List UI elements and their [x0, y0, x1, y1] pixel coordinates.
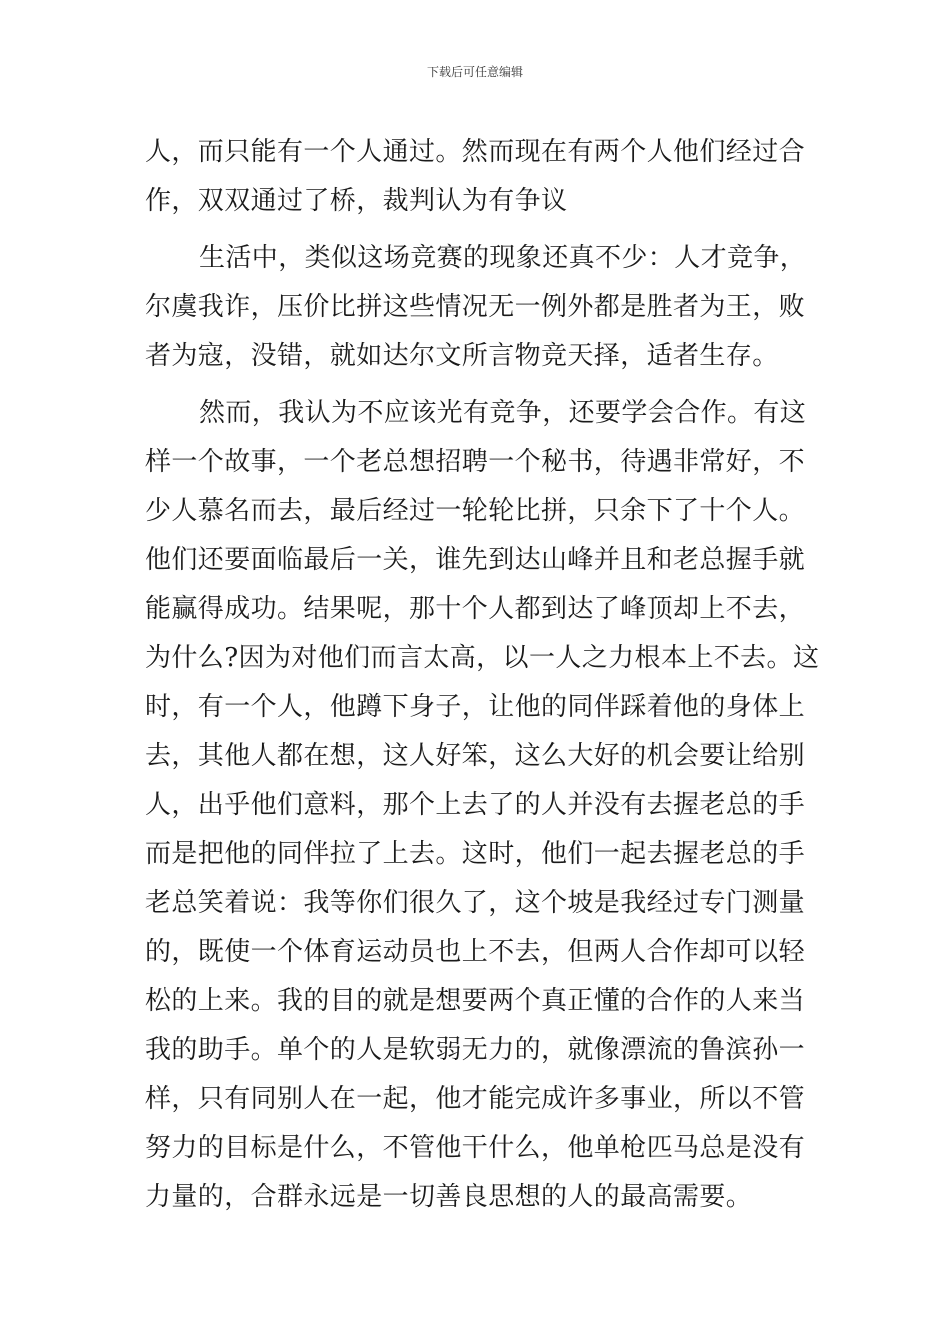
text-line: 的，既使一个体育运动员也上不去，但两人合作却可以轻 [145, 937, 806, 967]
text-line: 力量的，合群永远是一切善良思想的人的最高需要。 [145, 1182, 753, 1212]
text-line: 样，只有同别人在一起，他才能完成许多事业，所以不管 [145, 1084, 806, 1114]
text-line: 样一个故事，一个老总想招聘一个秘书，待遇非常好，不 [145, 447, 806, 477]
document-body [145, 128, 820, 1222]
text-line: 而是把他的同伴拉了上去。这时，他们一起去握老总的手 [145, 839, 806, 869]
text-line: 者为寇，没错，就如达尔文所言物竞天择，适者生存。 [145, 341, 779, 371]
text-line: 努力的目标是什么，不管他干什么，他单枪匹马总是没有 [145, 1133, 806, 1163]
page-header: 下载后可任意编辑 [426, 65, 523, 79]
paragraph-3 [145, 389, 820, 1222]
text-line: 为什么?因为对他们而言太高，以一人之力根本上不去。这 [145, 643, 820, 673]
text-line: 尔虞我诈，压价比拼这些情况无一例外都是胜者为王，败 [145, 292, 806, 322]
text-line: 时，有一个人，他蹲下身子，让他的同伴踩着他的身体上 [145, 692, 806, 722]
text-line: 他们还要面临最后一关，谁先到达山峰并且和老总握手就 [145, 545, 806, 575]
text-line: 老总笑着说：我等你们很久了，这个坡是我经过专门测量 [145, 888, 806, 918]
text-line: 去，其他人都在想，这人好笨，这么大好的机会要让给别 [145, 741, 806, 771]
text-line: 少人慕名而去，最后经过一轮轮比拼，只余下了十个人。 [145, 496, 806, 526]
text-line: 能赢得成功。结果呢，那十个人都到达了峰顶却上不去， [145, 594, 806, 624]
paragraph-1 [145, 128, 810, 226]
text-line: 松的上来。我的目的就是想要两个真正懂的合作的人来当 [145, 986, 806, 1016]
text-line: 人，而只能有一个人通过。然而现在有两个人他们经过合 [145, 137, 806, 167]
text-line: 我的助手。单个的人是软弱无力的，就像漂流的鲁滨孙一 [145, 1035, 806, 1065]
text-line: 然而，我认为不应该光有竞争，还要学会合作。有这 [199, 398, 807, 428]
text-line: 生活中，类似这场竞赛的现象还真不少：人才竞争， [199, 243, 807, 273]
paragraph-2 [145, 234, 810, 381]
text-line: 人，出乎他们意料，那个上去了的人并没有去握老总的手 [145, 790, 806, 820]
text-line: 作，双双通过了桥，裁判认为有争议 [145, 186, 568, 216]
